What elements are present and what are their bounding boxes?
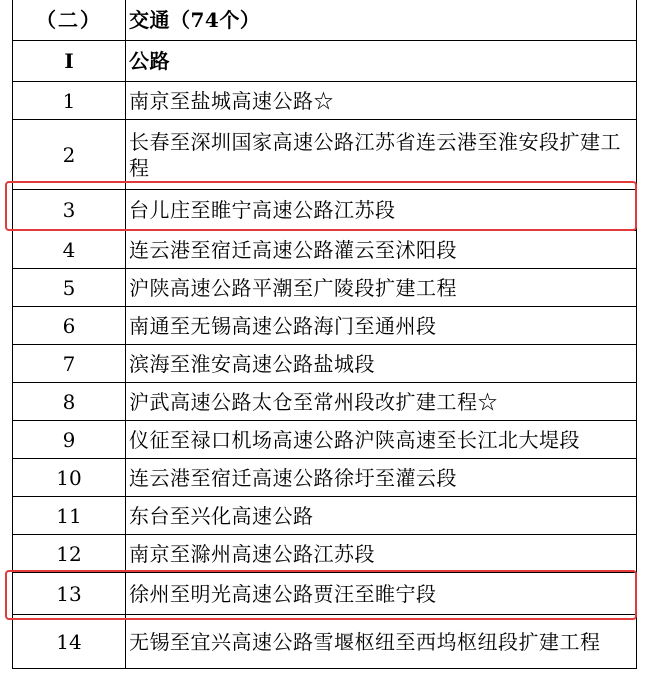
table-row <box>13 459 637 497</box>
row-number: 7 <box>13 345 126 383</box>
row-project-name: 滨海至淮安高速公路盐城段 <box>126 345 637 383</box>
row-project-name: 东台至兴化高速公路 <box>126 497 637 535</box>
table-row <box>13 82 637 120</box>
row-number: 8 <box>13 383 126 421</box>
row-number: 3 <box>13 190 126 231</box>
subsection-title: 公路 <box>126 41 637 82</box>
row-project-name: 无锡至宜兴高速公路雪堰枢纽至西坞枢纽段扩建工程 <box>126 615 637 669</box>
table-row <box>13 421 637 459</box>
row-number: 9 <box>13 421 126 459</box>
row-number: 6 <box>13 307 126 345</box>
row-project-name: 长春至深圳国家高速公路江苏省连云港至淮安段扩建工程 <box>126 120 637 190</box>
row-project-name: 徐州至明光高速公路贾汪至睢宁段 <box>126 573 637 615</box>
project-table <box>12 0 637 669</box>
row-number: 12 <box>13 535 126 573</box>
row-number: 2 <box>13 120 126 190</box>
row-project-name: 沪陕高速公路平潮至广陵段扩建工程 <box>126 269 637 307</box>
row-project-name: 南通至无锡高速公路海门至通州段 <box>126 307 637 345</box>
row-project-name: 南京至滁州高速公路江苏段 <box>126 535 637 573</box>
row-project-name: 沪武高速公路太仓至常州段改扩建工程☆ <box>126 383 637 421</box>
table-row <box>13 231 637 269</box>
table-row-highlighted <box>13 573 637 615</box>
table-row <box>13 383 637 421</box>
section-number: （二） <box>13 0 126 41</box>
row-project-name: 台儿庄至睢宁高速公路江苏段 <box>126 190 637 231</box>
subsection-header-row <box>13 41 637 82</box>
section-header-row <box>13 0 637 41</box>
table-row <box>13 307 637 345</box>
table-row <box>13 615 637 669</box>
row-project-name: 连云港至宿迁高速公路灌云至沭阳段 <box>126 231 637 269</box>
subsection-number: I <box>13 41 126 82</box>
table-row <box>13 535 637 573</box>
row-number: 1 <box>13 82 126 120</box>
table-row <box>13 497 637 535</box>
section-title: 交通（74个） <box>126 0 637 41</box>
row-number: 5 <box>13 269 126 307</box>
table-row <box>13 120 637 190</box>
row-number: 14 <box>13 615 126 669</box>
row-number: 4 <box>13 231 126 269</box>
row-number: 13 <box>13 573 126 615</box>
row-project-name: 连云港至宿迁高速公路徐圩至灌云段 <box>126 459 637 497</box>
row-project-name: 仪征至禄口机场高速公路沪陕高速至长江北大堤段 <box>126 421 637 459</box>
row-number: 10 <box>13 459 126 497</box>
table-row <box>13 345 637 383</box>
row-project-name: 南京至盐城高速公路☆ <box>126 82 637 120</box>
table-row <box>13 269 637 307</box>
row-number: 11 <box>13 497 126 535</box>
table-row-highlighted <box>13 190 637 231</box>
